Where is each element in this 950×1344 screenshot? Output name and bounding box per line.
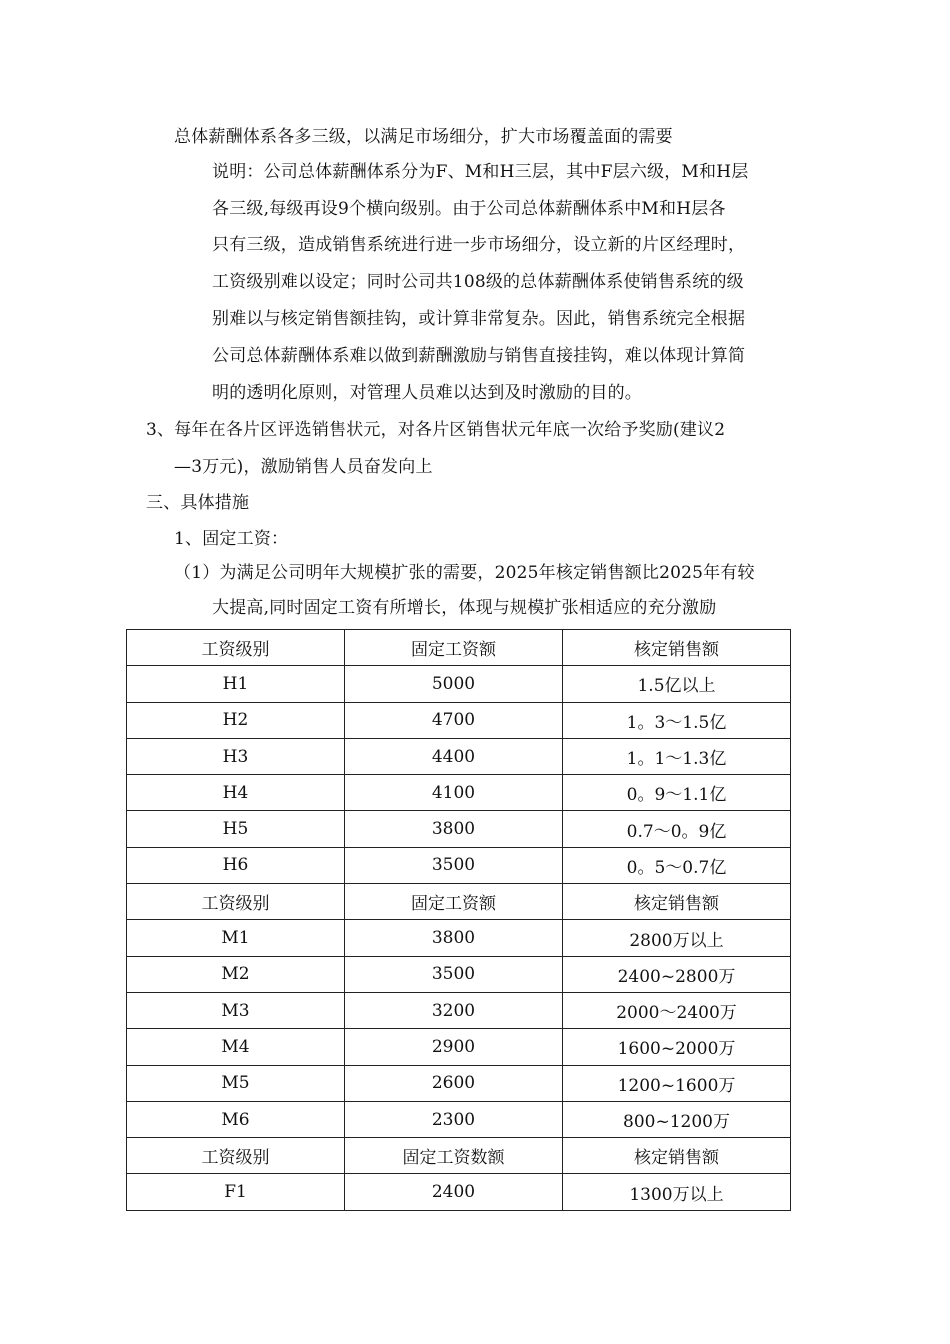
table-row (127, 738, 791, 774)
table-cell: 3500 (345, 847, 563, 883)
table-cell: 1600~2000万 (563, 1029, 791, 1065)
table-row (127, 702, 791, 738)
table-cell: H5 (127, 811, 345, 847)
paragraph-line: 各三级,每级再设9个横向级别。由于公司总体薪酬体系中M和H层各 (212, 199, 726, 219)
salary-table (126, 629, 791, 1211)
table-cell: 2800万以上 (563, 920, 791, 956)
table-cell: 2400 (345, 1174, 563, 1210)
table-row (127, 1174, 791, 1210)
table-cell: 3200 (345, 992, 563, 1028)
table-cell: H3 (127, 738, 345, 774)
table-cell: 1。1～1.3亿 (563, 738, 791, 774)
paragraph-line: 总体薪酬体系各多三级，以满足市场细分，扩大市场覆盖面的需要 (174, 127, 673, 147)
table-cell: 1。3～1.5亿 (563, 702, 791, 738)
table-row (127, 956, 791, 992)
table-row (127, 1065, 791, 1101)
table-cell: 1.5亿以上 (563, 666, 791, 702)
table-cell: 0。5～0.7亿 (563, 847, 791, 883)
table-cell: 2000～2400万 (563, 992, 791, 1028)
table-header-cell: 工资级别 (127, 1138, 345, 1174)
paragraph-line: 3、每年在各片区评选销售状元，对各片区销售状元年底一次给予奖励(建议2 (146, 420, 726, 440)
paragraph-line: 工资级别难以设定；同时公司共108级的总体薪酬体系使销售系统的级 (212, 272, 744, 292)
table-header-cell: 核定销售额 (563, 1138, 791, 1174)
table-row (127, 775, 791, 811)
paragraph-line: —3万元)，激励销售人员奋发向上 (174, 457, 433, 477)
paragraph-line: 大提高,同时固定工资有所增长，体现与规模扩张相适应的充分激励 (212, 598, 717, 618)
table-cell: 4100 (345, 775, 563, 811)
table-header-cell: 核定销售额 (563, 630, 791, 666)
table-row (127, 920, 791, 956)
paragraph-line: 只有三级，造成销售系统进行进一步市场细分，设立新的片区经理时， (212, 235, 746, 255)
table-cell: M4 (127, 1029, 345, 1065)
table-cell: 1200~1600万 (563, 1065, 791, 1101)
table-row (127, 666, 791, 702)
table-cell: H1 (127, 666, 345, 702)
table-cell: H6 (127, 847, 345, 883)
table-cell: 800~1200万 (563, 1101, 791, 1137)
table-cell: 3800 (345, 920, 563, 956)
table-header-row (127, 630, 791, 666)
table-cell: 2400~2800万 (563, 956, 791, 992)
paragraph-line: 说明：公司总体薪酬体系分为F、M和H三层，其中F层六级，M和H层 (212, 162, 749, 182)
table-row (127, 1101, 791, 1137)
table-header-row (127, 884, 791, 920)
table-cell: H2 (127, 702, 345, 738)
section-heading: 三、具体措施 (146, 493, 250, 513)
table-row (127, 847, 791, 883)
table-header-cell: 固定工资额 (345, 884, 563, 920)
table-header-cell: 核定销售额 (563, 884, 791, 920)
table-cell: 0.7～0。9亿 (563, 811, 791, 847)
paragraph-line: 公司总体薪酬体系难以做到薪酬激励与销售直接挂钩，难以体现计算简 (212, 346, 746, 366)
table-row (127, 1029, 791, 1065)
paragraph-line: 别难以与核定销售额挂钩，或计算非常复杂。因此，销售系统完全根据 (212, 309, 746, 329)
subsection-heading: 1、固定工资： (174, 529, 289, 549)
table-cell: 1300万以上 (563, 1174, 791, 1210)
table-cell: M2 (127, 956, 345, 992)
table-row (127, 992, 791, 1028)
paragraph-line: （1）为满足公司明年大规模扩张的需要，2025年核定销售额比2025年有较 (174, 563, 755, 583)
table-cell: M1 (127, 920, 345, 956)
table-header-cell: 固定工资数额 (345, 1138, 563, 1174)
table-header-cell: 工资级别 (127, 884, 345, 920)
table-cell: H4 (127, 775, 345, 811)
table-cell: 4700 (345, 702, 563, 738)
table-cell: 2600 (345, 1065, 563, 1101)
paragraph-line: 明的透明化原则，对管理人员难以达到及时激励的目的。 (212, 383, 642, 403)
table-cell: 4400 (345, 738, 563, 774)
table-row (127, 811, 791, 847)
table-cell: 2300 (345, 1101, 563, 1137)
table-cell: F1 (127, 1174, 345, 1210)
table-cell: M3 (127, 992, 345, 1028)
table-cell: M6 (127, 1101, 345, 1137)
table-cell: 0。9～1.1亿 (563, 775, 791, 811)
table-cell: 5000 (345, 666, 563, 702)
table-header-row (127, 1138, 791, 1174)
table-header-cell: 固定工资额 (345, 630, 563, 666)
table-cell: 2900 (345, 1029, 563, 1065)
table-header-cell: 工资级别 (127, 630, 345, 666)
table-cell: M5 (127, 1065, 345, 1101)
table-cell: 3800 (345, 811, 563, 847)
table-cell: 3500 (345, 956, 563, 992)
